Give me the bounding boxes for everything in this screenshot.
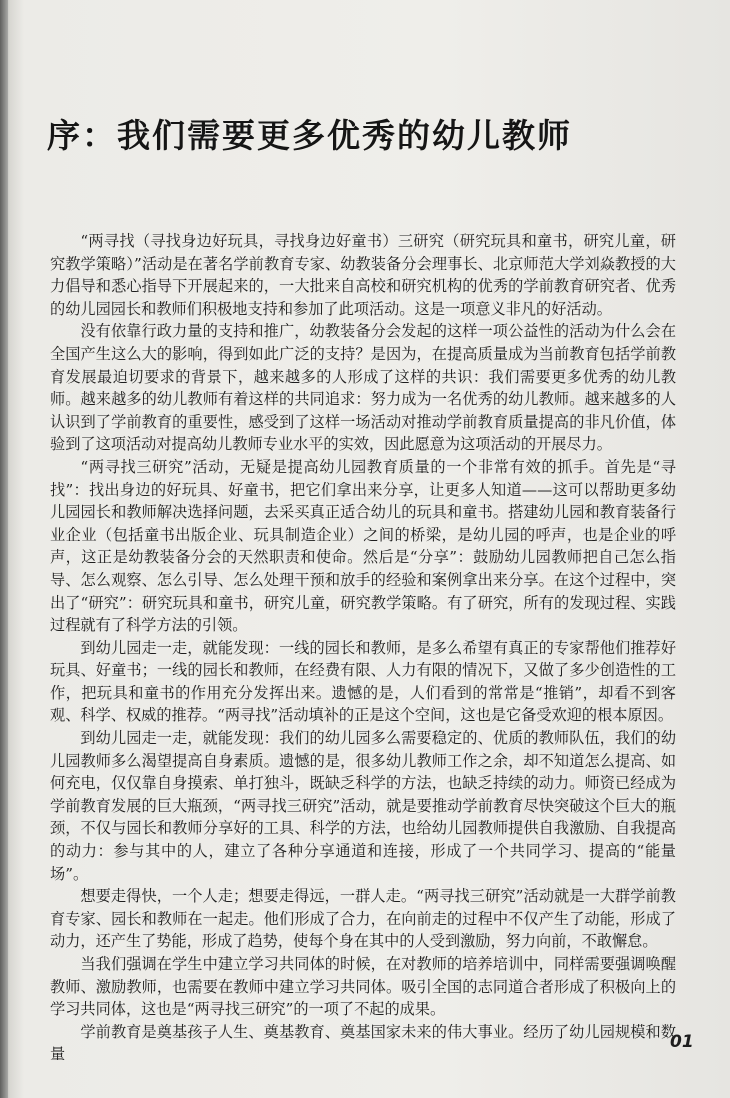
paragraph-3: “两寻找三研究”活动，无疑是提高幼儿园教育质量的一个非常有效的抓手。首先是“寻找”：找出身边的好玩具、好童书，把它们拿出来分享，让更多人知道——这可以帮助更多幼儿园园长和教师解决选择问题，去采买真正适合幼儿的玩具和童书。搭建幼儿园和教育装备行业企业（包括童书出版企业、玩具制造企业）之间的桥梁，是幼儿园的呼声，也是企业的呼声，这正是幼教装备分会的天然职责和使命。然后是“分享”：鼓励幼儿园教师把自己怎么指导、怎么观察、怎么引导、怎么处理干预和放手的经验和案例拿出来分享。在这个过程中，突出了“研究”：研究玩具和童书，研究儿童，研究教学策略。有了研究，所有的发现过程、实践过程就有了科学方法的引领。 [50,457,676,635]
page-number: 01 [670,1032,694,1052]
paragraph-7: 当我们强调在学生中建立学习共同体的时候，在对教师的培养培训中，同样需要强调唤醒教师、激励教师，也需要在教师中建立学习共同体。吸引全国的志同道合者形成了积极向上的学习共同体，这也是“两寻找三研究”的一项了不起的成果。 [50,955,676,1019]
paragraph-5: 到幼儿园走一走，就能发现：我们的幼儿园多么需要稳定的、优质的教师队伍，我们的幼儿园教师多么渴望提高自身素质。遗憾的是，很多幼儿教师工作之余，却不知道怎么提高、如何充电，仅仅靠自身摸索、单打独斗，既缺乏科学的方法，也缺乏持续的动力。师资已经成为学前教育发展的巨大瓶颈，“两寻找三研究”活动，就是要推动学前教育尽快突破这个巨大的瓶颈，不仅与园长和教师分享好的工具、科学的方法，也给幼儿园教师提供自我激励、自我提高的动力：参与其中的人，建立了各种分享通道和连接，形成了一个共同学习、提高的“能量场”。 [50,729,676,883]
page-title: 序：我们需要更多优秀的幼儿教师 [47,116,572,155]
paragraph-1: “两寻找（寻找身边好玩具，寻找身边好童书）三研究（研究玩具和童书，研究儿童，研究教学策略）”活动是在著名学前教育专家、幼教装备分会理事长、北京师范大学刘焱教授的大力倡导和悉心指导下开展起来的，一大批来自高校和研究机构的优秀的学前教育研究者、优秀的幼儿园园长和教师们积极地支持和参加了此项活动。这是一项意义非凡的好活动。 [50,232,676,318]
paragraph-4: 到幼儿园走一走，就能发现：一线的园长和教师，是多么希望有真正的专家帮他们推荐好玩具、好童书；一线的园长和教师，在经费有限、人力有限的情况下，又做了多少创造性的工作，把玩具和童书的作用充分发挥出来。遗憾的是，人们看到的常常是“推销”，却看不到客观、科学、权威的推荐。“两寻找”活动填补的正是这个空间，这也是它备受欢迎的根本原因。 [50,638,676,725]
paragraph-8: 学前教育是奠基孩子人生、奠基教育、奠基国家未来的伟大事业。经历了幼儿园规模和数量 [50,1022,676,1064]
paragraph-6: 想要走得快，一个人走；想要走得远，一群人走。“两寻找三研究”活动就是一大群学前教育专家、园长和教师在一起走。他们形成了合力，在向前走的过程中不仅产生了动能，形成了动力，还产生了势能，形成了趋势，使每个身在其中的人受到激励，努力向前，不敢懈怠。 [50,887,676,951]
paragraph-2: 没有依靠行政力量的支持和推广，幼教装备分会发起的这样一项公益性的活动为什么会在全国产生这么大的影响，得到如此广泛的支持？是因为，在提高质量成为当前教育包括学前教育发展最迫切要求的背景下，越来越多的人形成了这样的共识：我们需要更多优秀的幼儿教师。越来越多的幼儿教师有着这样的共同追求：努力成为一名优秀的幼儿教师。越来越多的人认识到了学前教育的重要性，感受到了这样一场活动对推动学前教育质量提高的非凡价值，体验到了这项活动对提高幼儿教师专业水平的实效，因此愿意为这项活动的开展尽力。 [50,322,676,454]
body-text [50,230,676,1066]
book-spine-shadow [0,0,8,1098]
